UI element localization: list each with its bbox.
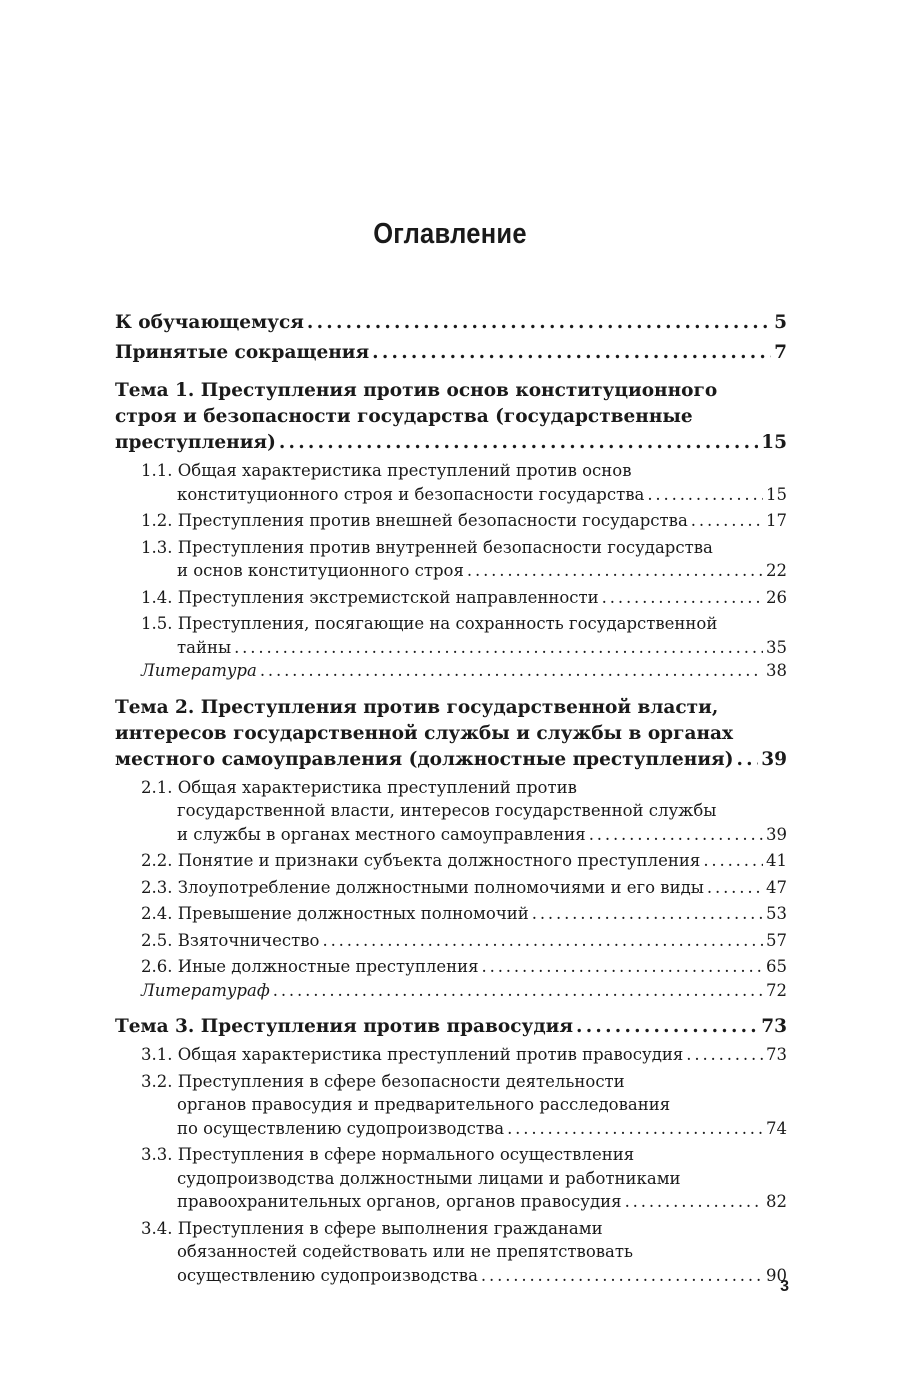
toc-entry-line: 2.1. Общая характеристика преступлений против: [141, 777, 577, 797]
toc-entry-title: Тема 3. Преступления против правосудия: [115, 1016, 574, 1037]
toc-entry-2-3[interactable]: [115, 876, 787, 900]
toc-entry-title: и службы в органах местного самоуправления: [177, 824, 586, 844]
toc-entry-title: 2.5. Взяточничество: [141, 930, 320, 950]
toc-entry-title: правоохранительных органов, органов правосудия: [177, 1192, 622, 1211]
toc-entry-line: 3.4. Преступления в сфере выполнения гражданами: [141, 1218, 603, 1238]
leader-dots: [481, 1264, 763, 1288]
toc-entry-title: конституционного строя и безопасности государства: [177, 484, 645, 504]
toc-page-number: 5: [774, 312, 787, 333]
toc-entry-title: по осуществлению судопроизводства: [177, 1118, 505, 1138]
toc-entry-title: 2.3. Злоупотребление должностными полномочиями и его виды: [141, 877, 704, 897]
leader-dots: [686, 1043, 763, 1067]
toc-entry-1-4[interactable]: [115, 586, 787, 610]
toc-page-number: 39: [761, 748, 787, 770]
leader-dots: [602, 586, 763, 610]
toc-page-number: 22: [766, 561, 787, 580]
toc-entry-line: 1.5. Преступления, посягающие на сохранность государственной: [141, 614, 718, 633]
toc-page-number: 15: [766, 484, 787, 504]
toc-entry-line: 1.1. Общая характеристика преступлений против основ: [141, 461, 632, 480]
toc-entry-line: строя и безопасности государства (государственные: [115, 406, 693, 427]
leader-dots: [691, 509, 763, 533]
table-of-contents: [115, 308, 787, 1287]
leader-dots: [647, 483, 763, 507]
toc-entry-theme-2[interactable]: [115, 695, 787, 773]
toc-entry-title: преступления): [115, 432, 276, 453]
toc-entry-literature-1[interactable]: [115, 659, 787, 683]
leader-dots: [307, 310, 771, 336]
toc-entry-line: органов правосудия и предварительного расследования: [177, 1095, 671, 1114]
toc-entry-title: Принятые сокращения: [115, 342, 370, 363]
toc-entry-2-6[interactable]: [115, 955, 787, 979]
leader-dots: [467, 559, 763, 583]
toc-entry-title: тайны: [177, 637, 232, 657]
toc-entry-2-2[interactable]: [115, 849, 787, 873]
toc-entry-title: 1.4. Преступления экстремистской направленности: [141, 587, 599, 607]
leader-dots: [576, 1014, 758, 1040]
toc-entry-title: Литература: [141, 661, 257, 680]
toc-entry-title: 2.6. Иные должностные преступления: [141, 957, 479, 976]
toc-entry-intro[interactable]: [115, 310, 787, 336]
toc-entry-title: 3.1. Общая характеристика преступлений против правосудия: [141, 1045, 684, 1064]
leader-dots: [707, 876, 763, 900]
toc-entry-title: и основ конституционного строя: [177, 561, 464, 580]
toc-entry-1-5[interactable]: [115, 612, 787, 659]
leader-dots: [589, 823, 763, 847]
toc-page-number: 39: [766, 824, 787, 844]
toc-entry-literature-2[interactable]: [115, 979, 787, 1003]
toc-page-number: 7: [774, 342, 787, 363]
toc-entry-line: Тема 2. Преступления против государственной власти,: [115, 696, 719, 718]
toc-page-number: 41: [766, 851, 787, 870]
toc-entry-title: местного самоуправления (должностные преступления): [115, 748, 734, 770]
toc-entry-2-1[interactable]: [115, 776, 787, 847]
leader-dots: [323, 929, 764, 953]
toc-entry-line: 1.3. Преступления против внутренней безопасности государства: [141, 537, 713, 557]
toc-page-number: 90: [766, 1265, 787, 1285]
toc-page-number: 73: [766, 1045, 787, 1064]
toc-entry-1-3[interactable]: [115, 536, 787, 583]
toc-page-number: 26: [766, 587, 787, 607]
toc-entry-title: Литературaф: [141, 980, 270, 1000]
toc-entry-3-1[interactable]: [115, 1043, 787, 1067]
toc-entry-line: государственной власти, интересов государственной службы: [177, 801, 717, 820]
toc-entry-title: К обучающемуся: [115, 312, 304, 333]
toc-page-number: 74: [766, 1118, 787, 1138]
leader-dots: [234, 636, 763, 660]
toc-entry-line: 3.2. Преступления в сфере безопасности деятельности: [141, 1071, 625, 1091]
leader-dots: [279, 430, 758, 456]
toc-entry-title: осуществлению судопроизводства: [177, 1265, 478, 1285]
toc-entry-3-3[interactable]: [115, 1143, 787, 1214]
toc-entry-line: интересов государственной службы и службы в органах: [115, 722, 733, 744]
page-number: 3: [780, 1278, 789, 1295]
toc-page-number: 73: [761, 1016, 787, 1037]
toc-page-number: 82: [766, 1192, 787, 1211]
toc-entry-3-2[interactable]: [115, 1070, 787, 1141]
toc-page-number: 35: [766, 637, 787, 657]
leader-dots: [372, 340, 771, 366]
leader-dots: [532, 902, 763, 926]
toc-entry-line: обязанностей содействовать или не препятствовать: [177, 1242, 634, 1261]
toc-page-number: 17: [766, 511, 787, 530]
leader-dots: [625, 1190, 763, 1214]
toc-entry-line: судопроизводства должностными лицами и работниками: [177, 1168, 681, 1188]
leader-dots: [482, 955, 763, 979]
leader-dots: [703, 849, 763, 873]
toc-entry-theme-3[interactable]: [115, 1014, 787, 1040]
toc-page-number: 15: [761, 432, 787, 453]
toc-entry-3-4[interactable]: [115, 1217, 787, 1288]
toc-page-number: 38: [766, 661, 787, 680]
toc-page-number: 65: [766, 957, 787, 976]
toc-entry-2-4[interactable]: [115, 902, 787, 926]
leader-dots: [507, 1117, 763, 1141]
toc-entry-title: 1.2. Преступления против внешней безопасности государства: [141, 511, 688, 530]
toc-page-number: 72: [766, 980, 787, 1000]
toc-entry-1-1[interactable]: [115, 459, 787, 506]
toc-entry-line: 3.3. Преступления в сфере нормального осуществления: [141, 1145, 635, 1164]
toc-entry-1-2[interactable]: [115, 509, 787, 533]
leader-dots: [736, 747, 758, 773]
toc-entry-title: 2.2. Понятие и признаки субъекта должностного преступления: [141, 851, 701, 870]
toc-page-number: 57: [766, 930, 787, 950]
toc-entry-2-5[interactable]: [115, 929, 787, 953]
page-title: Оглавление: [373, 218, 527, 250]
leader-dots: [260, 659, 763, 683]
toc-entry-theme-1[interactable]: [115, 378, 787, 456]
toc-page-number: 47: [766, 877, 787, 897]
toc-entry-abbreviations[interactable]: [115, 340, 787, 366]
toc-entry-line: Тема 1. Преступления против основ конституционного: [115, 380, 718, 401]
leader-dots: [273, 979, 763, 1003]
toc-entry-title: 2.4. Превышение должностных полномочий: [141, 904, 529, 923]
toc-page-number: 53: [766, 904, 787, 923]
